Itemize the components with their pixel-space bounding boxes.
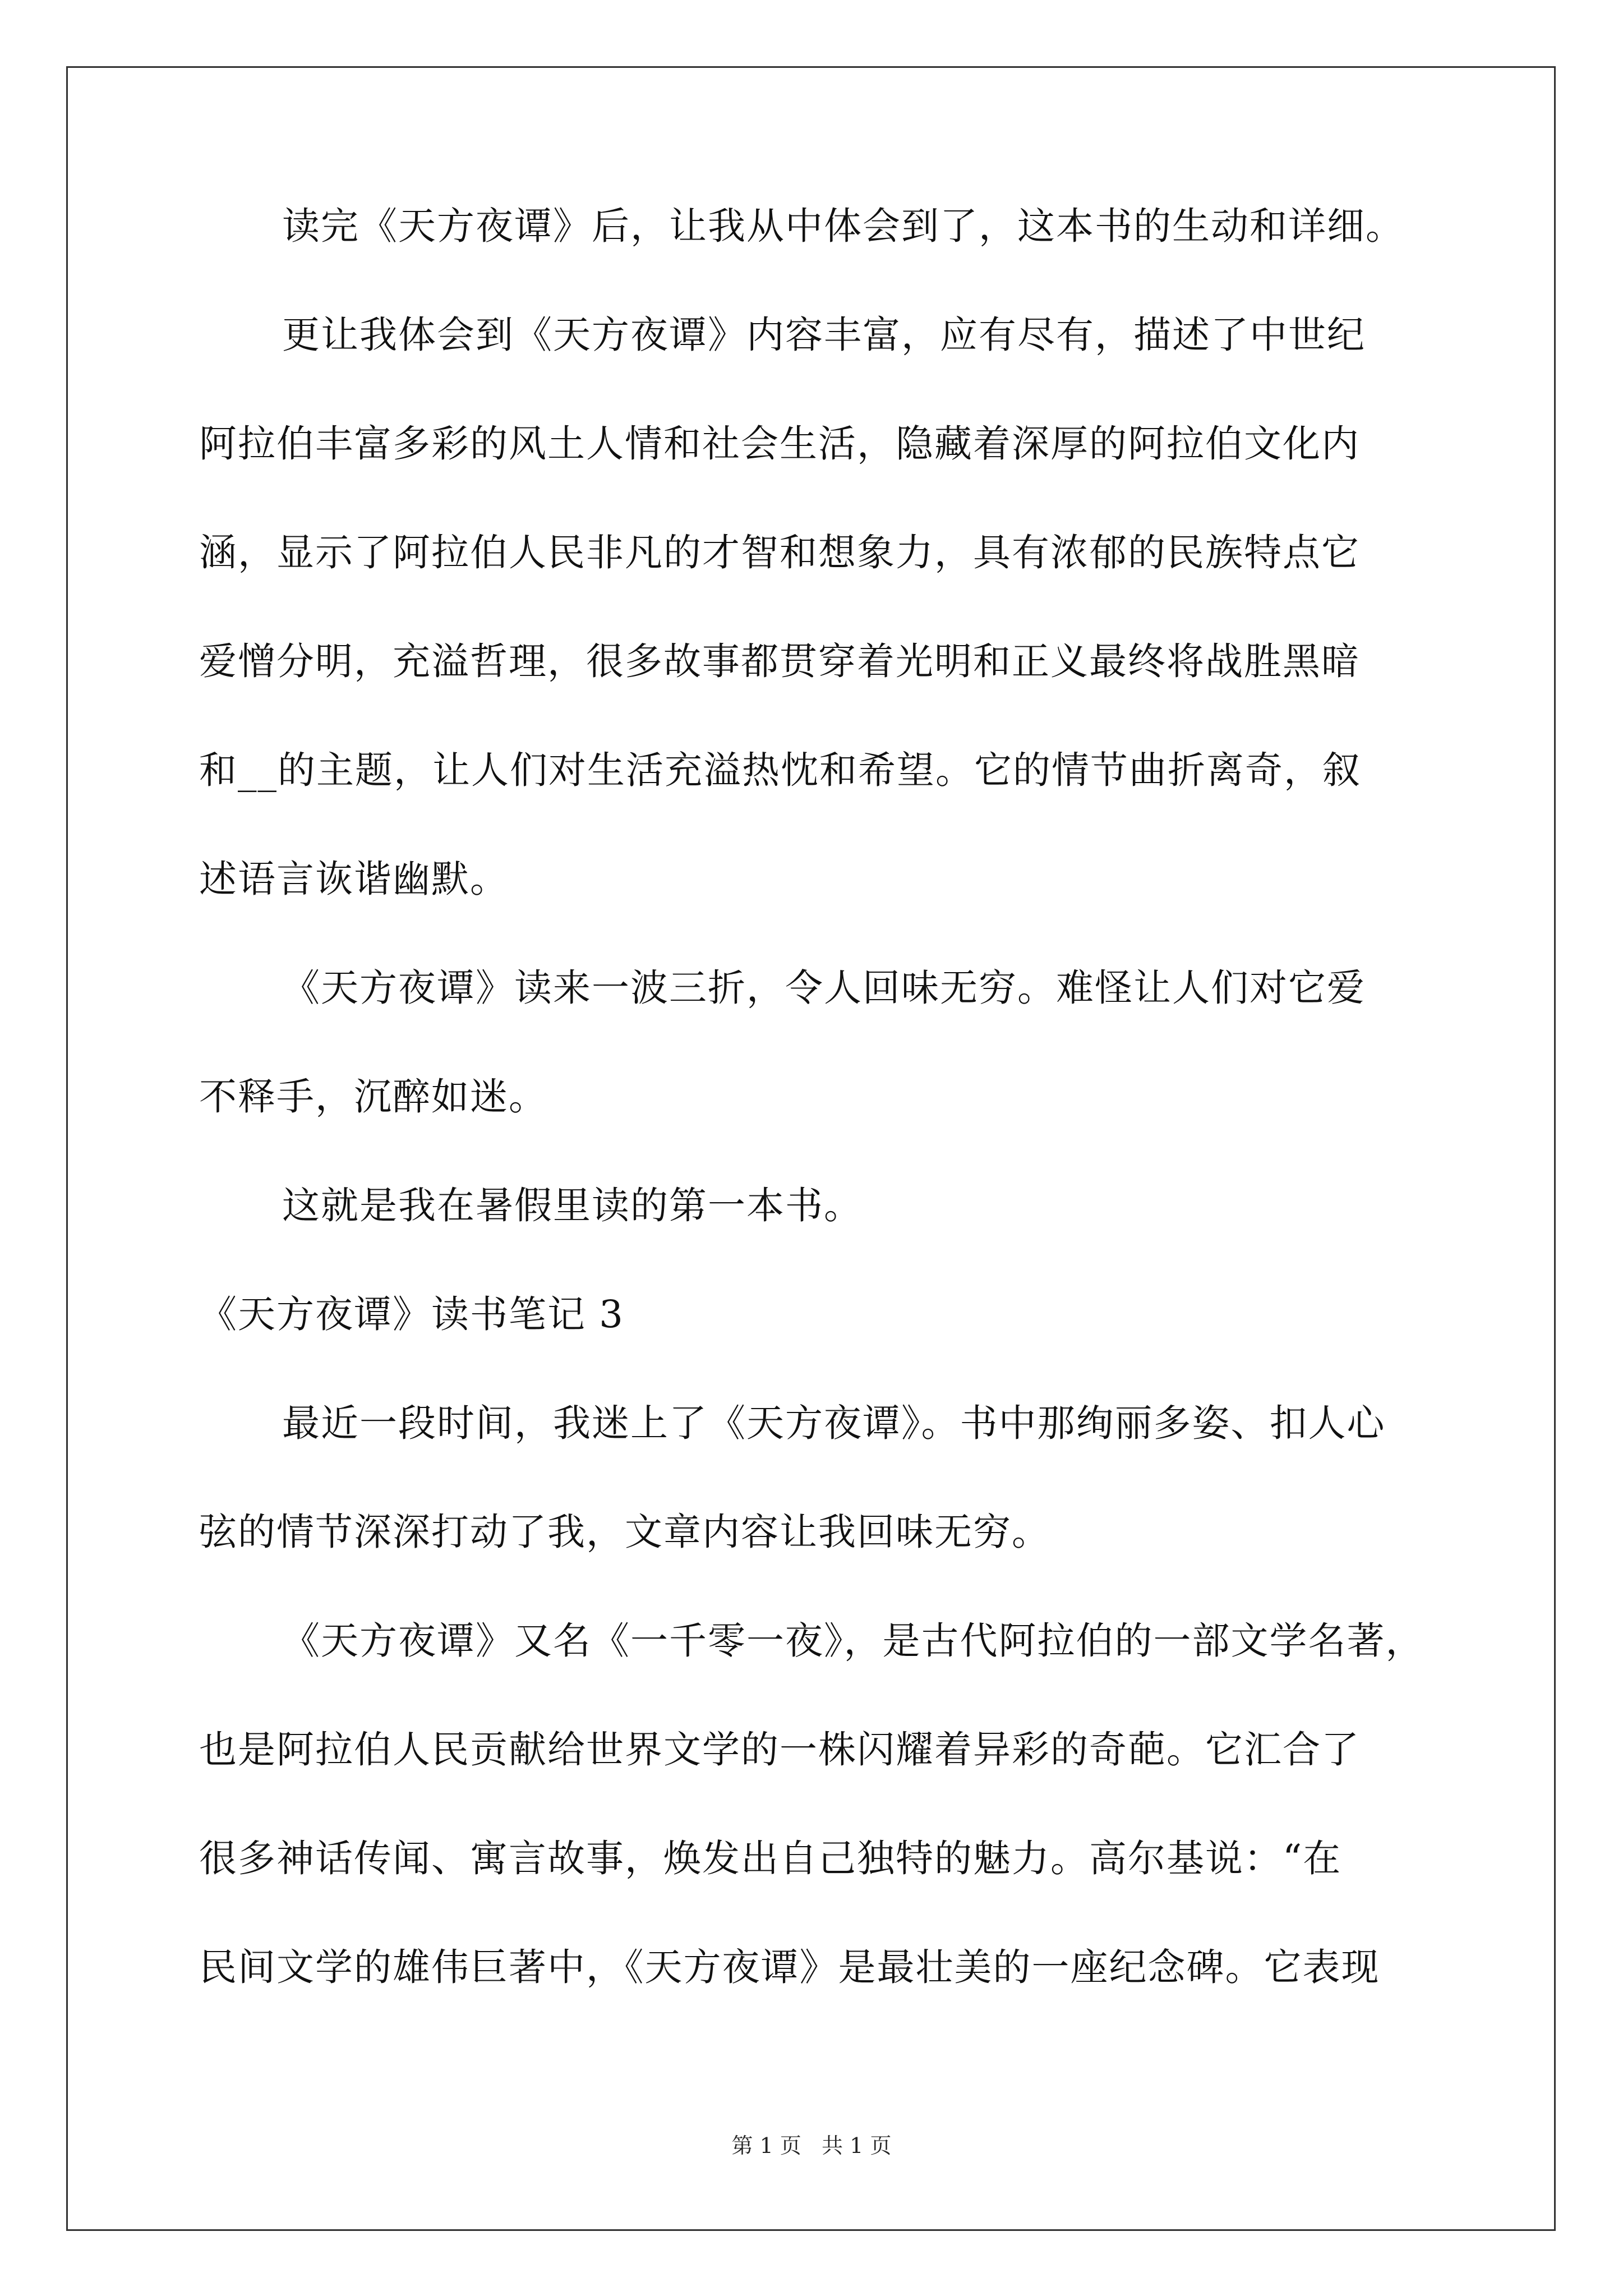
text-line: 这就是我在暑假里读的第一本书。 [282,1184,863,1227]
text-line: 最近一段时间，我迷上了《天方夜谭》。书中那绚丽多姿、扣人心 [282,1401,1386,1445]
page-footer: 第 1 页 共 1 页 [731,2133,892,2158]
text-line: 和__的主题，让人们对生活充溢热忱和希望。它的情节曲折离奇，叙 [199,748,1361,792]
text-line: 不释手，沉醉如迷。 [199,1075,547,1119]
text-line: 更让我体会到《天方夜谭》内容丰富，应有尽有，描述了中世纪 [282,313,1366,357]
text-line: 民间文学的雄伟巨著中，《天方夜谭》是最壮美的一座纪念碑。它表现 [199,1945,1380,1989]
text-line: 爱憎分明，充溢哲理，很多故事都贯穿着光明和正义最终将战胜黑暗 [199,639,1360,683]
text-line: 读完《天方夜谭》后，让我从中体会到了，这本书的生动和详细。 [282,204,1404,248]
text-line: 涵，显示了阿拉伯人民非凡的才智和想象力，具有浓郁的民族特点它 [199,531,1360,574]
text-line: 《天方夜谭》读来一波三折，令人回味无穷。难怪让人们对它爱 [282,966,1366,1010]
document-body [199,204,1424,1989]
text-line: 也是阿拉伯人民贡献给世界文学的一株闪耀着异彩的奇葩。它汇合了 [199,1728,1360,1772]
text-line: 很多神话传闻、寓言故事，焕发出自己独特的魅力。高尔基说：“在 [199,1837,1342,1880]
text-line: 阿拉伯丰富多彩的风土人情和社会生活，隐藏着深厚的阿拉伯文化内 [199,422,1360,466]
text-line: 《天方夜谭》又名《一千零一夜》，是古代阿拉伯的一部文学名著， [282,1619,1424,1663]
text-line: 述语言诙谐幽默。 [199,857,509,901]
section-heading: 《天方夜谭》读书笔记 3 [199,1292,624,1336]
text-line: 弦的情节深深打动了我，文章内容让我回味无穷。 [199,1510,1050,1554]
